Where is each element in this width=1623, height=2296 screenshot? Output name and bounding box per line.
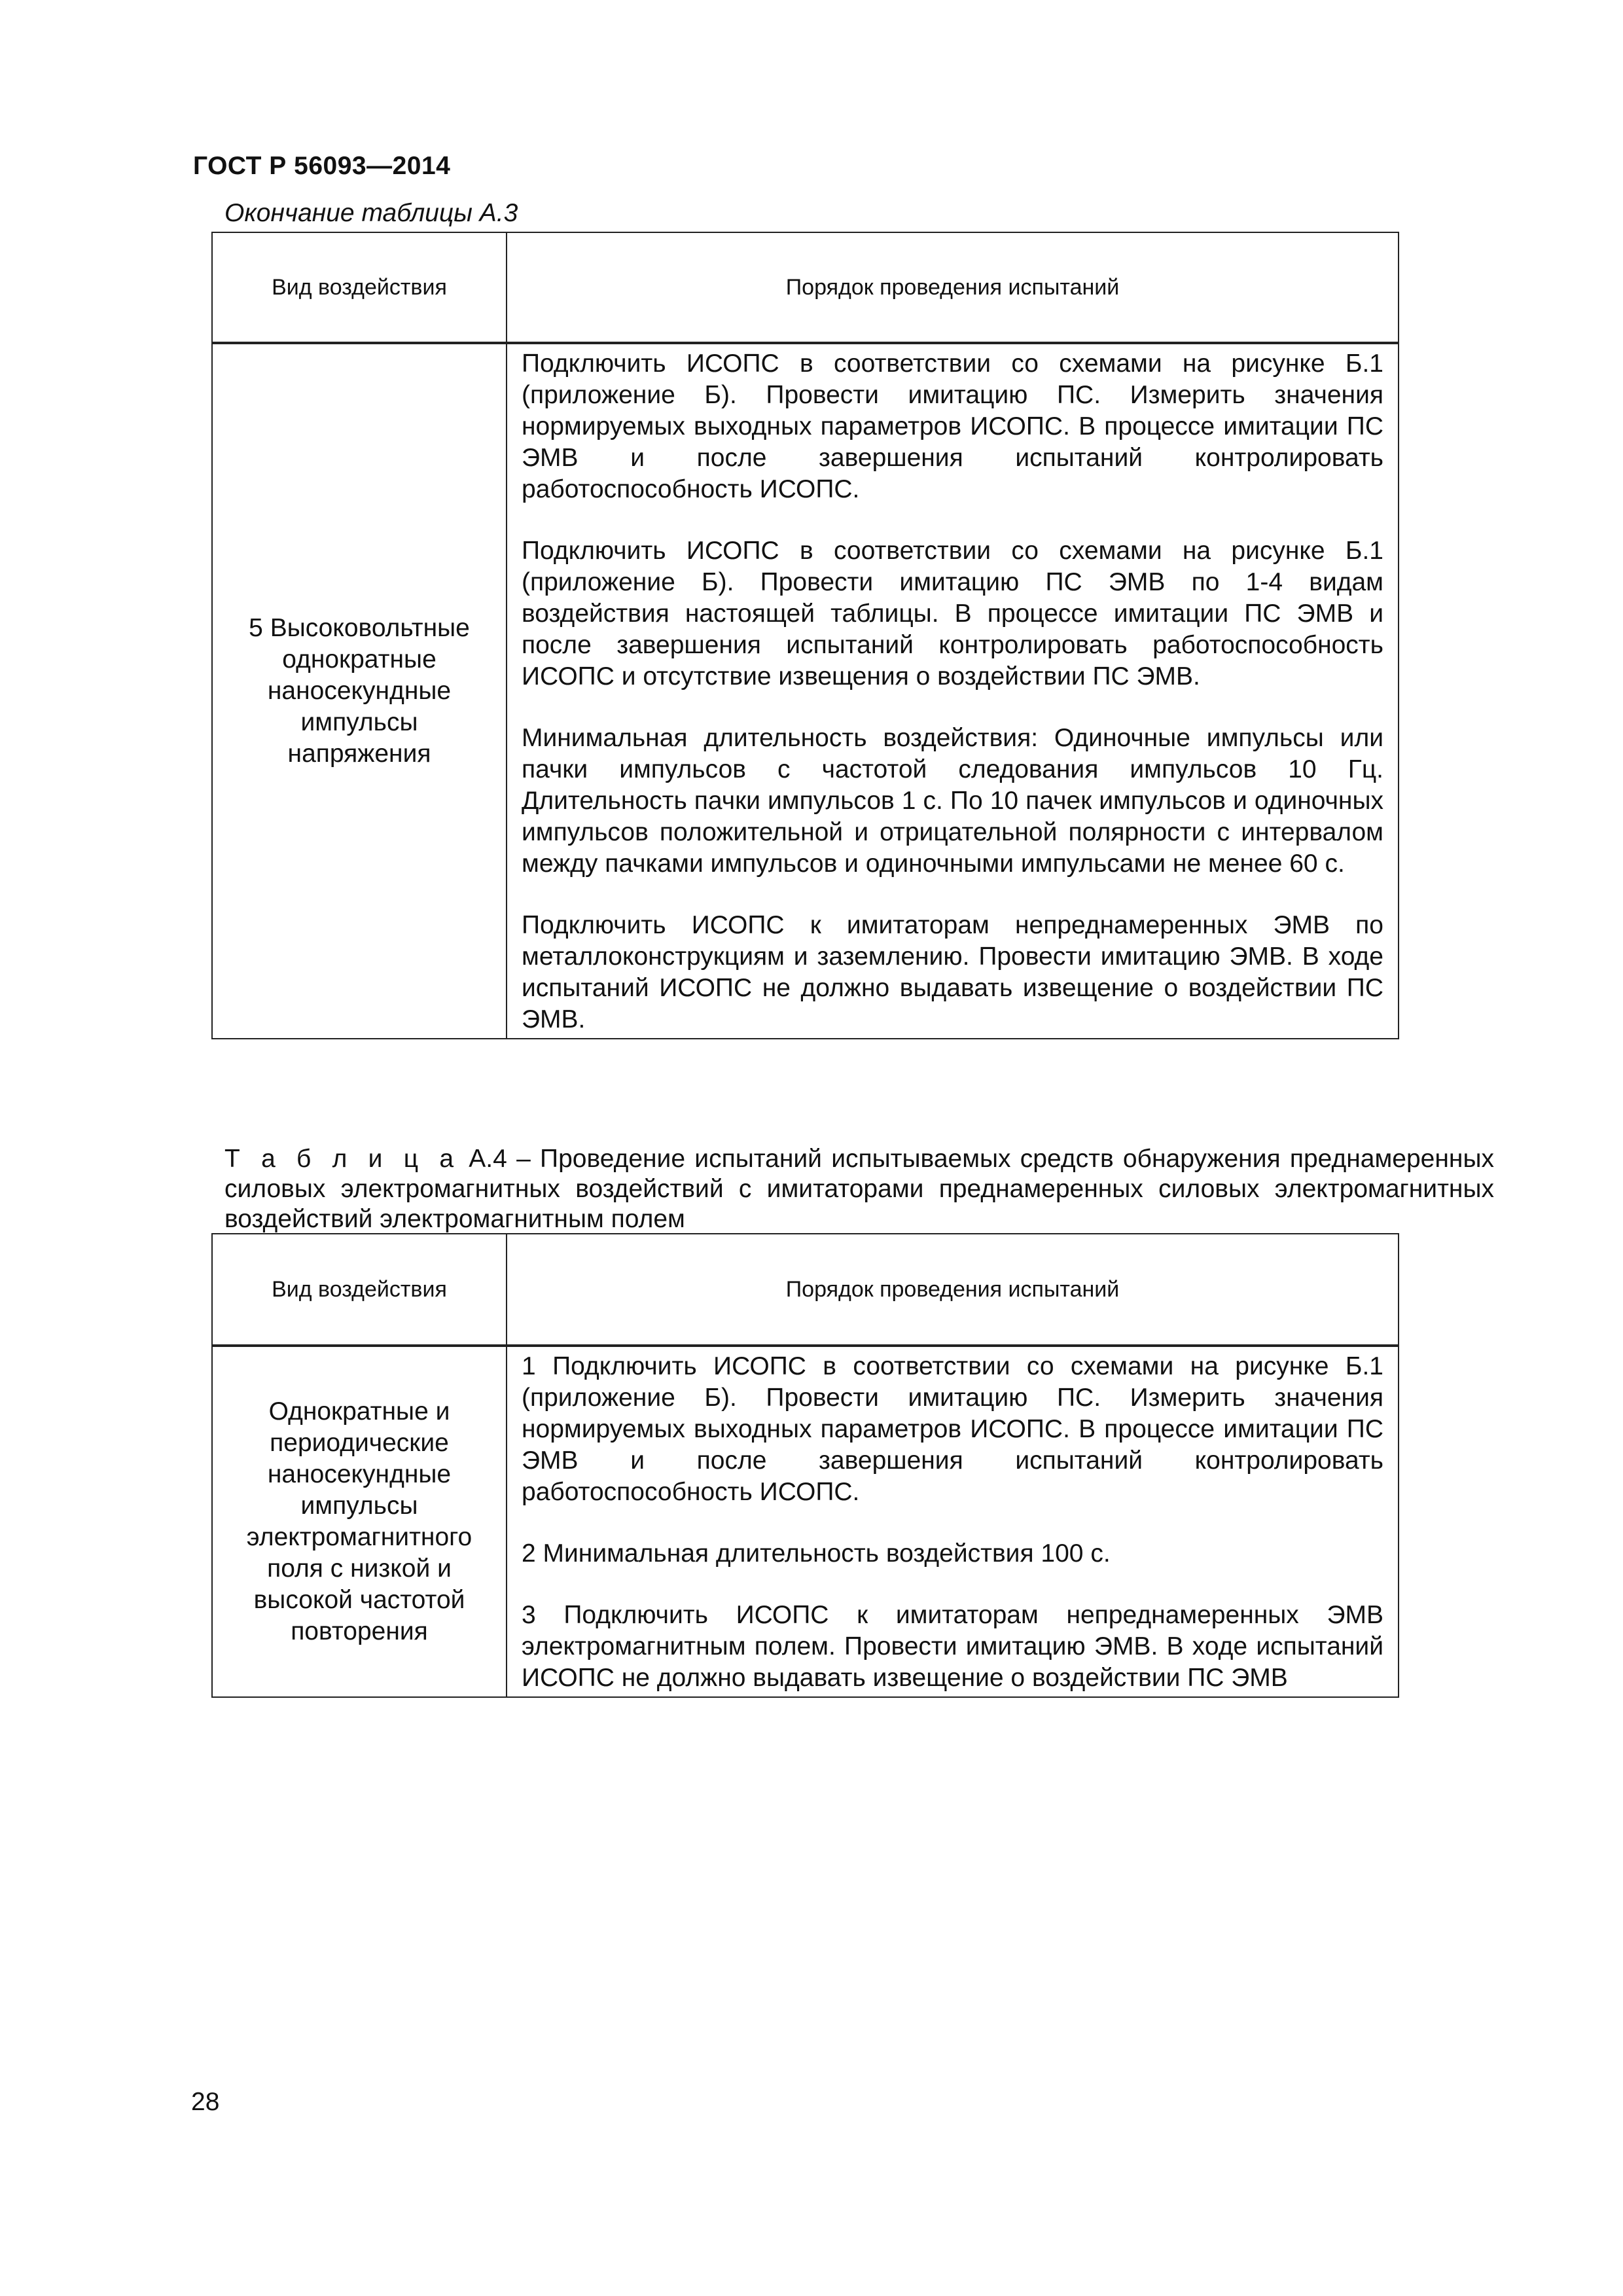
- table-continuation-caption: Окончание таблицы А.3: [224, 199, 518, 227]
- table-a3-col1-header: Вид воздействия: [212, 232, 507, 343]
- table-a4-title: [224, 1144, 1494, 1234]
- table-a3: [211, 232, 1399, 1039]
- page-number: 28: [191, 2088, 220, 2116]
- table-a4-col1-header: Вид воздействия: [212, 1234, 507, 1346]
- table-a4: [211, 1233, 1399, 1698]
- table-a4-paragraph: 1 Подключить ИСОПС в соответствии со схемами на рисунке Б.1 (приложение Б). Провести имитацию ПС. Измерить значения нормируемых выходных параметров ИСОПС. В процессе имитации ПС ЭМВ и после завершения испытаний контролировать работоспособность ИСОПС.: [522, 1352, 1383, 1506]
- table-a3-procedure-cell: [507, 343, 1399, 1039]
- table-a4-label: Т а б л и ц а: [224, 1145, 460, 1173]
- table-a4-paragraph: 2 Минимальная длительность воздействия 100 с.: [522, 1539, 1111, 1568]
- table-a3-paragraph: Минимальная длительность воздействия: Одиночные импульсы или пачки импульсов с частотой следования импульсов 10 Гц. Длительность пачки импульсов 1 с. По 10 пачек импульсов и одиночных импульсов положительной и отрицательной полярности с интервалом между пачками импульсов и одиночными импульсами не менее 60 с.: [522, 724, 1383, 878]
- table-a3-paragraph: Подключить ИСОПС в соответствии со схемами на рисунке Б.1 (приложение Б). Провести имитацию ПС. Измерить значения нормируемых выходных параметров ИСОПС. В процессе имитации ПС ЭМВ и после завершения испытаний контролировать работоспособность ИСОПС.: [522, 350, 1383, 503]
- table-a3-kind-cell: 5 Высоковольтные однократные наносекундные импульсы напряжения: [212, 343, 507, 1039]
- document-header: ГОСТ Р 56093—2014: [193, 152, 451, 180]
- table-a4-col2-header: Порядок проведения испытаний: [507, 1234, 1399, 1346]
- table-a3-col2-header: Порядок проведения испытаний: [507, 232, 1399, 343]
- table-a4-kind-cell: Однократные и периодические наносекундные импульсы электромагнитного поля с низкой и высокой частотой повторения: [212, 1346, 507, 1697]
- table-a3-paragraph: Подключить ИСОПС в соответствии со схемами на рисунке Б.1 (приложение Б). Провести имитацию ПС ЭМВ по 1-4 видам воздействия настоящей таблицы. В процессе имитации ПС ЭМВ и после завершения испытаний контролировать работоспособность ИСОПС и отсутствие извещения о воздействии ПС ЭМВ.: [522, 537, 1383, 691]
- table-a3-paragraph: Подключить ИСОПС к имитаторам непреднамеренных ЭМВ по металлоконструкциям и заземлению. Провести имитацию ЭМВ. В ходе испытаний ИСОПС не должно выдавать извещение о воздействии ПС ЭМВ.: [522, 911, 1383, 1033]
- table-a4-procedure-cell: [507, 1346, 1399, 1697]
- table-a4-title-text: А.4 – Проведение испытаний испытываемых средств обнаружения преднамеренных силовых электромагнитных воздействий с имитаторами преднамеренных силовых электромагнитных воздействий электромагнитным полем: [224, 1145, 1494, 1233]
- table-a4-paragraph: 3 Подключить ИСОПС к имитаторам непреднамеренных ЭМВ электромагнитным полем. Провести имитацию ЭМВ. В ходе испытаний ИСОПС не должно выдавать извещение о воздействии ПС ЭМВ: [522, 1601, 1383, 1692]
